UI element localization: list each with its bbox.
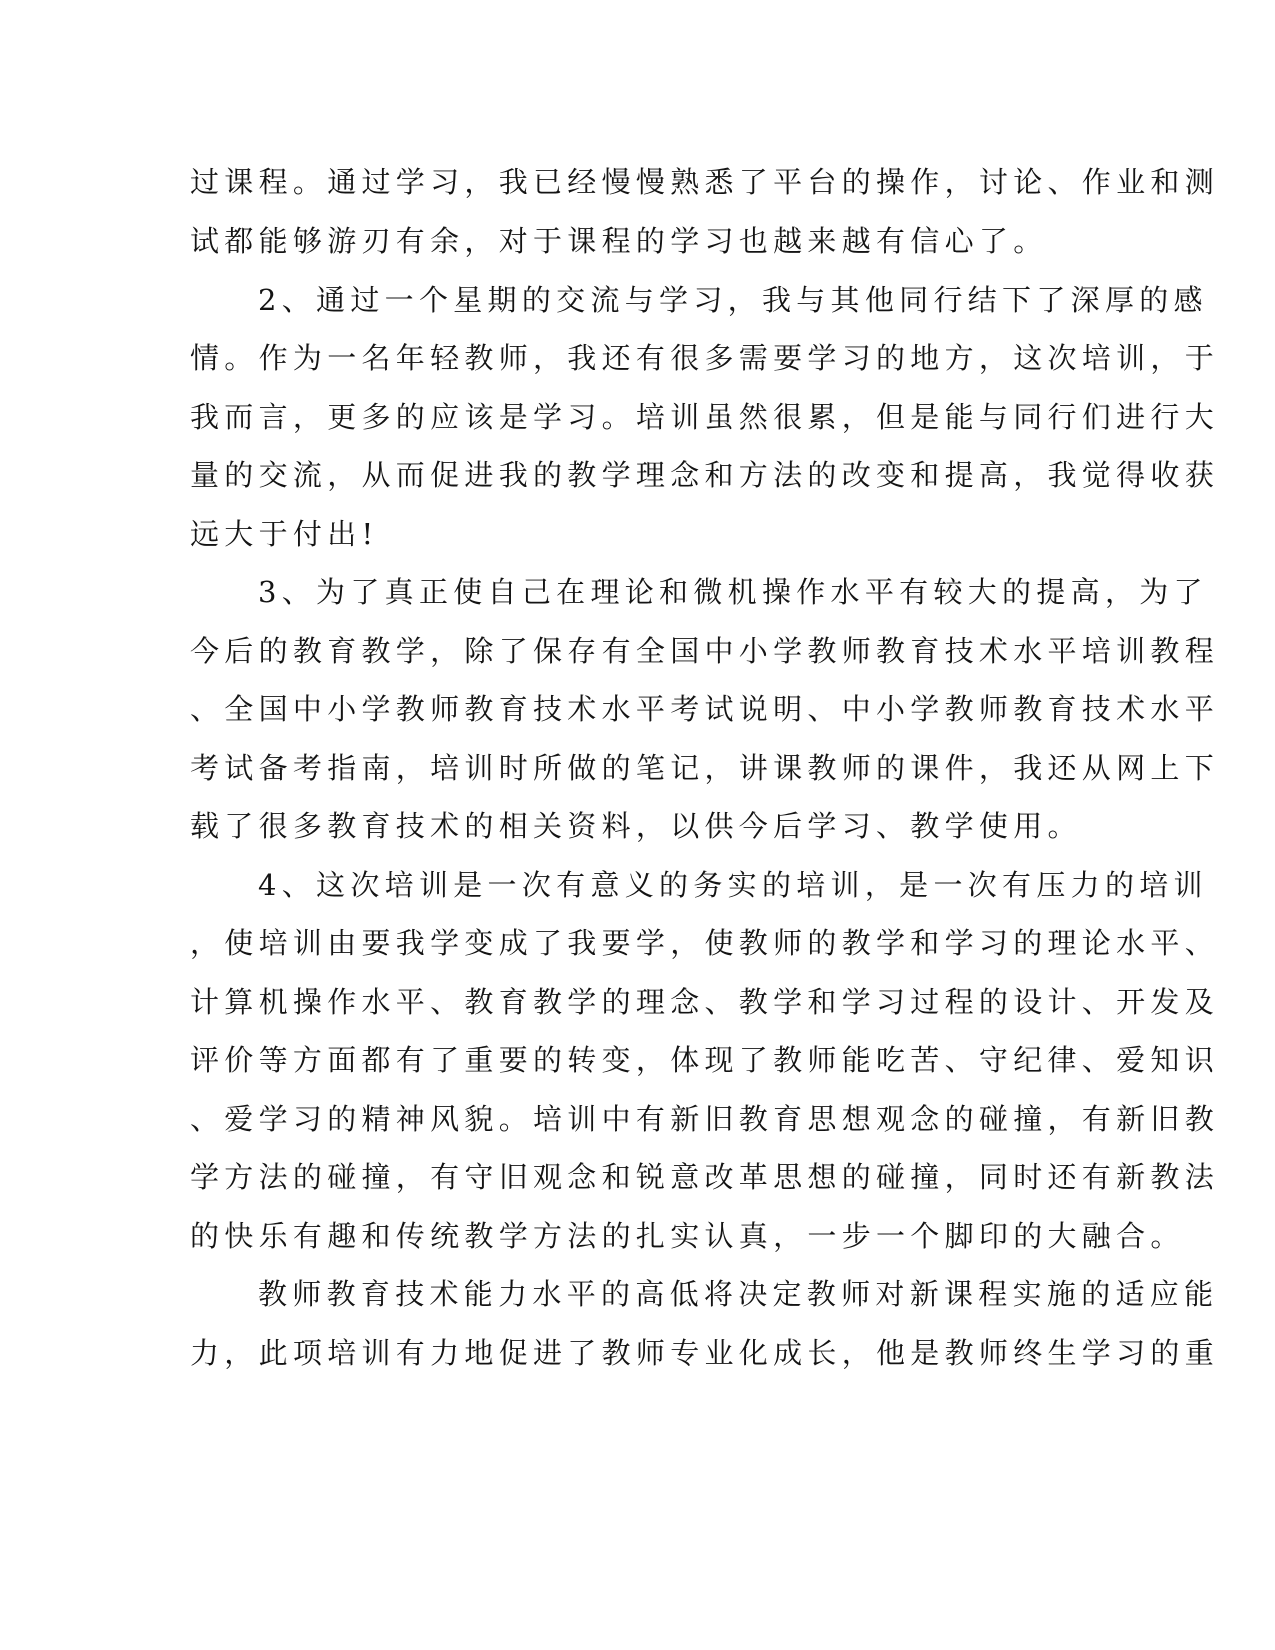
text-line: 力，此项培训有力地促进了教师专业化成长，他是教师终生学习的重 — [190, 1336, 1220, 1370]
text-line: 的快乐有趣和传统教学方法的扎实认真，一步一个脚印的大融合。 — [190, 1219, 1185, 1253]
text-line: 考试备考指南，培训时所做的笔记，讲课教师的课件，我还从网上下 — [190, 751, 1220, 785]
text-line: 、爱学习的精神风貌。培训中有新旧教育思想观念的碰撞，有新旧教 — [190, 1102, 1220, 1136]
text-line: 过课程。通过学习，我已经慢慢熟悉了平台的操作，讨论、作业和测 — [190, 165, 1220, 199]
text-line: 试都能够游刃有余，对于课程的学习也越来越有信心了。 — [190, 224, 1048, 258]
text-line: 评价等方面都有了重要的转变，体现了教师能吃苦、守纪律、爱知识 — [190, 1043, 1220, 1077]
text-line: 今后的教育教学，除了保存有全国中小学教师教育技术水平培训教程 — [190, 634, 1220, 668]
text-line: 学方法的碰撞，有守旧观念和锐意改革思想的碰撞，同时还有新教法 — [190, 1160, 1220, 1194]
paragraph-start-line: 2、通过一个星期的交流与学习，我与其他同行结下了深厚的感 — [258, 283, 1208, 317]
text-line: 远大于付出! — [190, 517, 379, 551]
text-line: 、全国中小学教师教育技术水平考试说明、中小学教师教育技术水平 — [190, 692, 1220, 726]
text-line: 量的交流，从而促进我的教学理念和方法的改变和提高，我觉得收获 — [190, 458, 1220, 492]
paragraph-start-line: 3、为了真正使自己在理论和微机操作水平有较大的提高，为了 — [258, 575, 1208, 609]
text-line: 我而言，更多的应该是学习。培训虽然很累，但是能与同行们进行大 — [190, 400, 1220, 434]
text-line: ，使培训由要我学变成了我要学，使教师的教学和学习的理论水平、 — [190, 926, 1220, 960]
text-line: 载了很多教育技术的相关资料，以供今后学习、教学使用。 — [190, 809, 1082, 843]
text-line: 情。作为一名年轻教师，我还有很多需要学习的地方，这次培训，于 — [190, 341, 1220, 375]
text-line: 计算机操作水平、教育教学的理念、教学和学习过程的设计、开发及 — [190, 985, 1220, 1019]
paragraph-start-line: 4、这次培训是一次有意义的务实的培训，是一次有压力的培训 — [258, 868, 1208, 902]
paragraph-start-line: 教师教育技术能力水平的高低将决定教师对新课程实施的适应能 — [258, 1277, 1219, 1311]
